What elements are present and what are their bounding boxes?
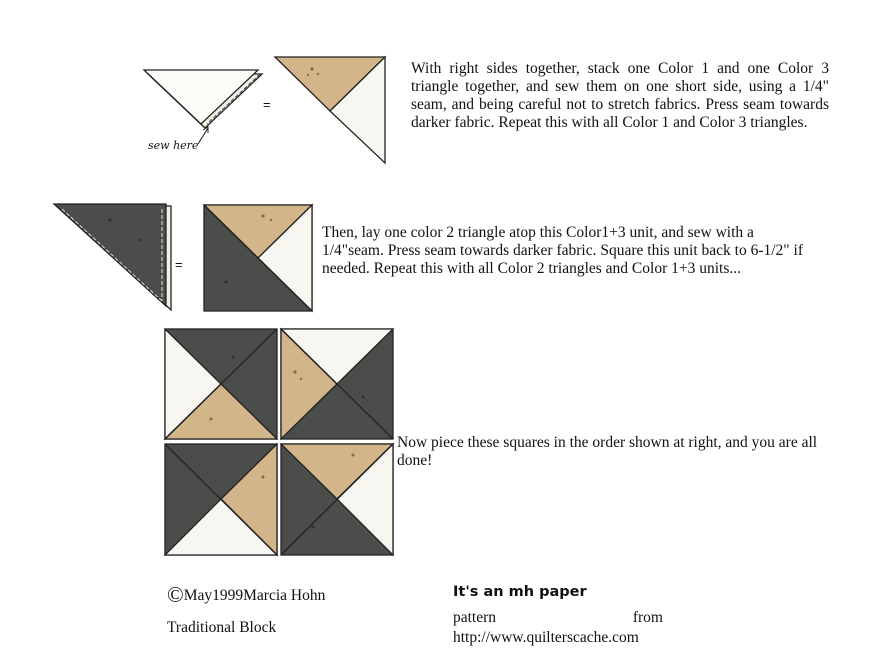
step1-instructions: With right sides together, stack one Color 1 and one Color 3 triangle together, and sew them on one short side, using a 1/4" seam, and being careful not to stretch fabrics. Press seam towards darker fabric. Repeat this with all Color 1 and Color 3 triangles.	[411, 60, 829, 131]
step1-sewn-unit-diagram	[272, 54, 390, 166]
block-square-bottom-right	[281, 444, 393, 555]
copyright-symbol: ©	[167, 582, 184, 607]
block-square-top-right	[281, 329, 393, 439]
step2-instructions: Then, lay one color 2 triangle atop this Color1+3 unit, and sew with a 1/4"seam. Press seam towards darker fabric. Square this unit back to 6-1/2" if needed. Repeat this with all Color 2 triangles and Color 1+3 units...	[322, 224, 803, 277]
block-square-bottom-left	[165, 444, 277, 555]
from-word: from	[632, 609, 663, 626]
step2-hst-unit-diagram	[201, 202, 315, 314]
source-url[interactable]: http://www.quilterscache.com	[453, 629, 639, 646]
equals-sign: =	[263, 97, 271, 112]
copyright-text: May1999Marcia Hohn	[183, 587, 326, 604]
finished-block-diagram	[163, 327, 395, 557]
step3-instructions: Now piece these squares in the order shown at right, and you are all done!	[397, 434, 818, 469]
equals-sign-2: =	[175, 257, 183, 272]
block-name: Traditional Block	[167, 619, 277, 636]
pattern-from-line	[453, 609, 663, 627]
step2-triangle-stack-diagram	[50, 200, 176, 312]
pattern-word: pattern	[453, 609, 497, 626]
block-square-top-left	[165, 329, 277, 439]
sew-here-label: sew here	[148, 139, 199, 152]
paper-title: It's an mh paper	[453, 584, 587, 600]
copyright-line	[167, 582, 325, 608]
